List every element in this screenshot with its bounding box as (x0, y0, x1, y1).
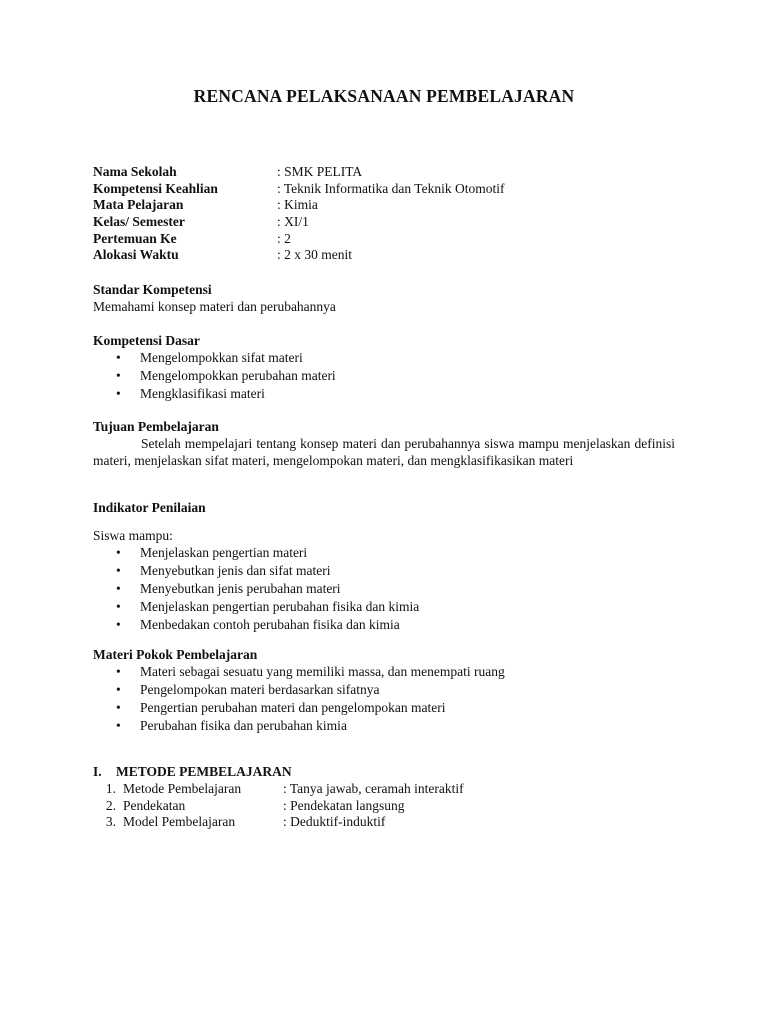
item-number: 3. (105, 814, 116, 829)
bullet-list (93, 663, 675, 735)
list-item: • Menyebutkan jenis dan sifat materi (93, 562, 675, 580)
section-heading: Standar Kompetensi (93, 282, 212, 297)
info-value: : 2 (277, 230, 291, 246)
item-value: : Tanya jawab, ceramah interaktif (283, 781, 464, 796)
info-row-kompetensi-keahlian (93, 180, 675, 197)
info-label: Nama Sekolah (93, 164, 177, 179)
info-value: : 2 x 30 menit (277, 247, 352, 263)
item-number: 1. (105, 781, 116, 796)
item-label: Model Pembelajaran (123, 814, 236, 829)
section-heading (93, 763, 675, 780)
section-indikator-penilaian (93, 499, 675, 634)
section-tujuan-pembelajaran (93, 418, 675, 469)
list-item: • Mengelompokkan perubahan materi (93, 367, 675, 385)
section-text: Memahami konsep materi dan perubahannya (93, 299, 336, 314)
info-value: : Teknik Informatika dan Teknik Otomotif (277, 180, 505, 196)
info-value: : XI/1 (277, 214, 309, 230)
item-label: Metode Pembelajaran (123, 781, 242, 796)
list-item (93, 797, 675, 814)
section-paragraph: Setelah mempelajari tentang konsep materi dan perubahannya siswa mampu menjelaskan definisi materi, menjelaskan sifat materi, mengelompokan materi, dan mengklasifikasikan materi (93, 436, 675, 468)
bullet-list (93, 544, 675, 634)
numbered-list (93, 780, 675, 830)
section-intro: Siswa mampu: (93, 528, 173, 543)
list-item: • Mengklasifikasi materi (93, 385, 675, 403)
info-value: : Kimia (277, 197, 318, 213)
section-heading: Materi Pokok Pembelajaran (93, 647, 258, 662)
info-label: Alokasi Waktu (93, 247, 179, 263)
list-item: • Menjelaskan pengertian perubahan fisika dan kimia (93, 598, 675, 616)
list-item: • Materi sebagai sesuatu yang memiliki massa, dan menempati ruang (93, 663, 675, 681)
section-metode-pembelajaran (93, 763, 675, 830)
list-item: • Menbedakan contoh perubahan fisika dan kimia (93, 616, 675, 634)
info-row-nama-sekolah (93, 163, 675, 180)
item-label: Pendekatan (123, 797, 186, 813)
bullet-list (93, 349, 675, 403)
info-row-alokasi-waktu (93, 246, 675, 263)
section-heading: Tujuan Pembelajaran (93, 419, 219, 434)
info-label: Kompetensi Keahlian (93, 180, 218, 196)
info-label: Kelas/ Semester (93, 214, 185, 230)
list-item: • Pengelompokan materi berdasarkan sifatnya (93, 681, 675, 699)
list-item: • Menyebutkan jenis perubahan materi (93, 580, 675, 598)
info-value: : SMK PELITA (277, 164, 363, 179)
item-value: : Deduktif-induktif (283, 814, 386, 829)
list-item: • Perubahan fisika dan perubahan kimia (93, 717, 675, 735)
list-item (93, 780, 675, 797)
item-value: : Pendekatan langsung (283, 797, 405, 813)
section-kompetensi-dasar (93, 332, 675, 403)
identity-table (93, 163, 675, 263)
heading-text: METODE PEMBELAJARAN (116, 764, 292, 779)
list-item (93, 813, 675, 830)
info-row-mata-pelajaran (93, 196, 675, 213)
list-item: • Mengelompokkan sifat materi (93, 349, 675, 367)
section-materi-pokok (93, 646, 675, 735)
roman-numeral: I. (93, 764, 102, 779)
document-title: RENCANA PELAKSANAAN PEMBELAJARAN (193, 86, 575, 106)
info-label: Mata Pelajaran (93, 197, 184, 213)
info-row-pertemuan-ke (93, 230, 675, 247)
info-row-kelas-semester (93, 213, 675, 230)
item-number: 2. (105, 797, 116, 813)
list-item: • Menjelaskan pengertian materi (93, 544, 675, 562)
section-heading: Kompetensi Dasar (93, 333, 200, 348)
info-label: Pertemuan Ke (93, 230, 177, 246)
section-standar-kompetensi (93, 281, 675, 315)
list-item: • Pengertian perubahan materi dan pengelompokan materi (93, 699, 675, 717)
section-heading: Indikator Penilaian (93, 500, 206, 515)
